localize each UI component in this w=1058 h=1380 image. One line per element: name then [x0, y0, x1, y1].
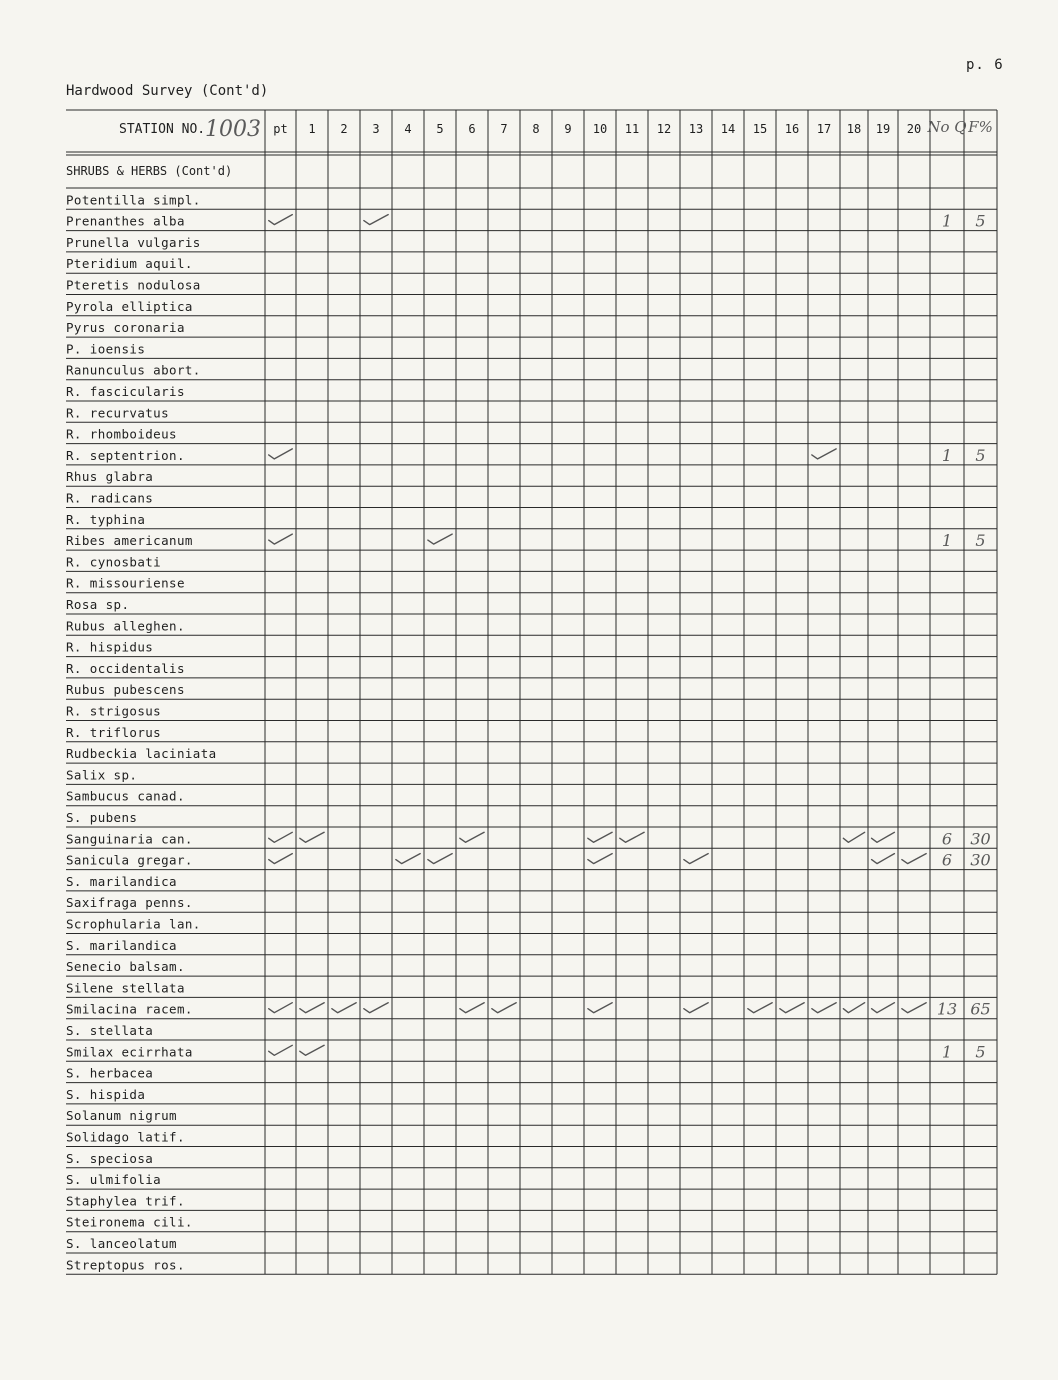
check-mark [902, 1003, 926, 1013]
species-name: R. missouriense [66, 575, 185, 591]
species-name: Ribes americanum [66, 533, 193, 549]
check-mark [364, 215, 388, 225]
species-name: S. hispida [66, 1086, 146, 1102]
column-header: 20 [906, 122, 922, 136]
check-mark [269, 449, 293, 459]
species-name: S. marilandica [66, 937, 177, 953]
species-name: Ranunculus abort. [66, 362, 201, 378]
species-name: Pyrus coronaria [66, 320, 185, 336]
species-name: S. pubens [66, 810, 138, 825]
check-mark [748, 1003, 772, 1013]
species-name: S. ulmifolia [66, 1172, 162, 1188]
check-mark [269, 1003, 293, 1013]
species-name: Silene stellata [66, 980, 185, 996]
check-mark [780, 1003, 804, 1013]
check-mark [620, 832, 644, 842]
column-header: 13 [688, 122, 704, 136]
species-name: S. speciosa [66, 1150, 154, 1166]
survey-title: Hardwood Survey (Cont'd) [66, 83, 269, 99]
column-header: 1 [308, 122, 316, 136]
check-mark [300, 1003, 324, 1013]
species-name: Rubus alleghen. [66, 618, 185, 634]
grid-lines [66, 110, 997, 1274]
quadrat-count: 1 [941, 531, 953, 551]
column-header: No Q [927, 118, 967, 136]
check-mark [269, 215, 293, 225]
species-name: R. radicans [66, 490, 154, 506]
check-mark [396, 854, 420, 864]
species-name: R. strigosus [66, 703, 162, 719]
species-rows [66, 192, 217, 1272]
column-header: 15 [752, 122, 768, 136]
column-header: 11 [624, 122, 640, 136]
species-name: Potentilla simpl. [66, 192, 201, 208]
header-row [119, 117, 993, 142]
quadrat-count: 13 [936, 999, 958, 1019]
page-number: p. 6 [966, 57, 1004, 73]
check-mark [684, 854, 708, 864]
species-name: Scrophularia lan. [66, 916, 201, 932]
check-mark [269, 534, 293, 544]
check-mark [460, 1003, 484, 1013]
species-name: R. cynosbati [66, 554, 162, 570]
column-header: 19 [875, 122, 891, 136]
species-name: Senecio balsam. [66, 959, 185, 975]
species-name: Rhus glabra [66, 469, 154, 485]
check-mark [364, 1003, 388, 1013]
quadrat-count: 6 [941, 829, 953, 849]
species-name: Prunella vulgaris [66, 234, 201, 250]
quadrat-count: 6 [941, 850, 953, 870]
column-header: 4 [404, 122, 412, 136]
check-mark [872, 1003, 895, 1013]
frequency-percent: 30 [970, 829, 991, 849]
species-name: Pyrola elliptica [66, 298, 193, 314]
species-name: Staphylea trif. [66, 1193, 185, 1209]
check-mark [428, 534, 452, 544]
species-name: R. septentrion. [66, 447, 185, 463]
species-name: R. fascicularis [66, 384, 185, 399]
station-label: STATION NO. [119, 122, 206, 137]
species-name: R. hispidus [66, 639, 154, 655]
species-name: P. ioensis [66, 341, 146, 357]
frequency-percent: 65 [970, 999, 991, 1019]
species-name: Steironema cili. [66, 1214, 193, 1230]
column-header: 8 [532, 122, 540, 136]
quadrat-count: 1 [941, 1042, 953, 1062]
column-header: 3 [372, 122, 380, 136]
species-name: Rubus pubescens [66, 682, 185, 698]
quadrat-count: 1 [941, 445, 953, 465]
column-header: pt [273, 122, 288, 136]
column-header: 10 [592, 122, 608, 136]
species-name: S. herbacea [66, 1065, 154, 1081]
check-mark [684, 1003, 708, 1013]
check-mark [492, 1003, 516, 1013]
species-name: Sanguinaria can. [66, 831, 193, 847]
check-mark [300, 1045, 324, 1055]
column-headers [273, 118, 993, 136]
column-header: 6 [468, 122, 476, 136]
check-mark [269, 832, 293, 842]
species-name: Sanicula gregar. [66, 852, 193, 868]
check-mark [872, 854, 895, 864]
quadrat-count: 1 [941, 211, 953, 231]
check-mark [269, 854, 293, 864]
frequency-percent: 5 [975, 211, 986, 231]
check-mark [902, 854, 926, 864]
species-name: Smilacina racem. [66, 1001, 193, 1017]
species-name: Solidago latif. [66, 1129, 185, 1145]
check-mark [460, 832, 484, 842]
section-label: SHRUBS & HERBS (Cont'd) [66, 164, 233, 178]
check-mark [269, 1045, 293, 1055]
species-name: R. rhomboideus [66, 426, 177, 442]
species-name: S. marilandica [66, 873, 177, 889]
species-name: Pteretis nodulosa [66, 277, 201, 293]
column-header: 5 [436, 122, 444, 136]
check-mark [812, 449, 836, 459]
column-header: 17 [816, 122, 832, 136]
frequency-percent: 5 [975, 1042, 986, 1062]
species-name: Rudbeckia laciniata [66, 746, 217, 762]
column-header: 16 [784, 122, 800, 136]
species-name: R. occidentalis [66, 660, 185, 676]
check-mark [872, 832, 895, 842]
column-header: 2 [340, 122, 348, 136]
totals [937, 212, 991, 1062]
species-name: R. typhina [66, 511, 146, 527]
check-mark [588, 854, 612, 864]
column-header: 9 [564, 122, 572, 136]
species-name: R. triflorus [66, 724, 162, 740]
check-mark [843, 1003, 864, 1013]
column-header: 14 [720, 122, 736, 136]
column-header: 7 [500, 122, 508, 136]
column-header: 18 [846, 122, 862, 136]
column-header: F% [968, 118, 993, 136]
station-number: 1003 [205, 117, 261, 142]
frequency-percent: 5 [975, 531, 986, 551]
species-name: S. lanceolatum [66, 1236, 177, 1251]
species-name: Solanum nigrum [66, 1108, 177, 1124]
species-name: Smilax ecirrhata [66, 1044, 193, 1060]
check-mark [843, 832, 864, 842]
check-mark [300, 832, 324, 842]
species-name: Sambucus canad. [66, 788, 185, 804]
species-name: S. stellata [66, 1023, 154, 1038]
check-mark [332, 1003, 356, 1013]
frequency-percent: 5 [975, 445, 986, 465]
check-mark [812, 1003, 836, 1013]
frequency-percent: 30 [970, 850, 991, 870]
species-name: Rosa sp. [66, 597, 130, 612]
species-name: Salix sp. [66, 767, 138, 783]
check-mark [588, 1003, 612, 1013]
species-name: Saxifraga penns. [66, 895, 193, 911]
column-header: 12 [656, 122, 672, 136]
species-name: Streptopus ros. [66, 1257, 185, 1273]
species-name: Prenanthes alba [66, 213, 185, 229]
check-mark [588, 832, 612, 842]
check-marks [269, 215, 926, 1056]
species-name: Pteridium aquil. [66, 256, 193, 272]
species-name: R. recurvatus [66, 405, 170, 421]
check-mark [428, 854, 452, 864]
